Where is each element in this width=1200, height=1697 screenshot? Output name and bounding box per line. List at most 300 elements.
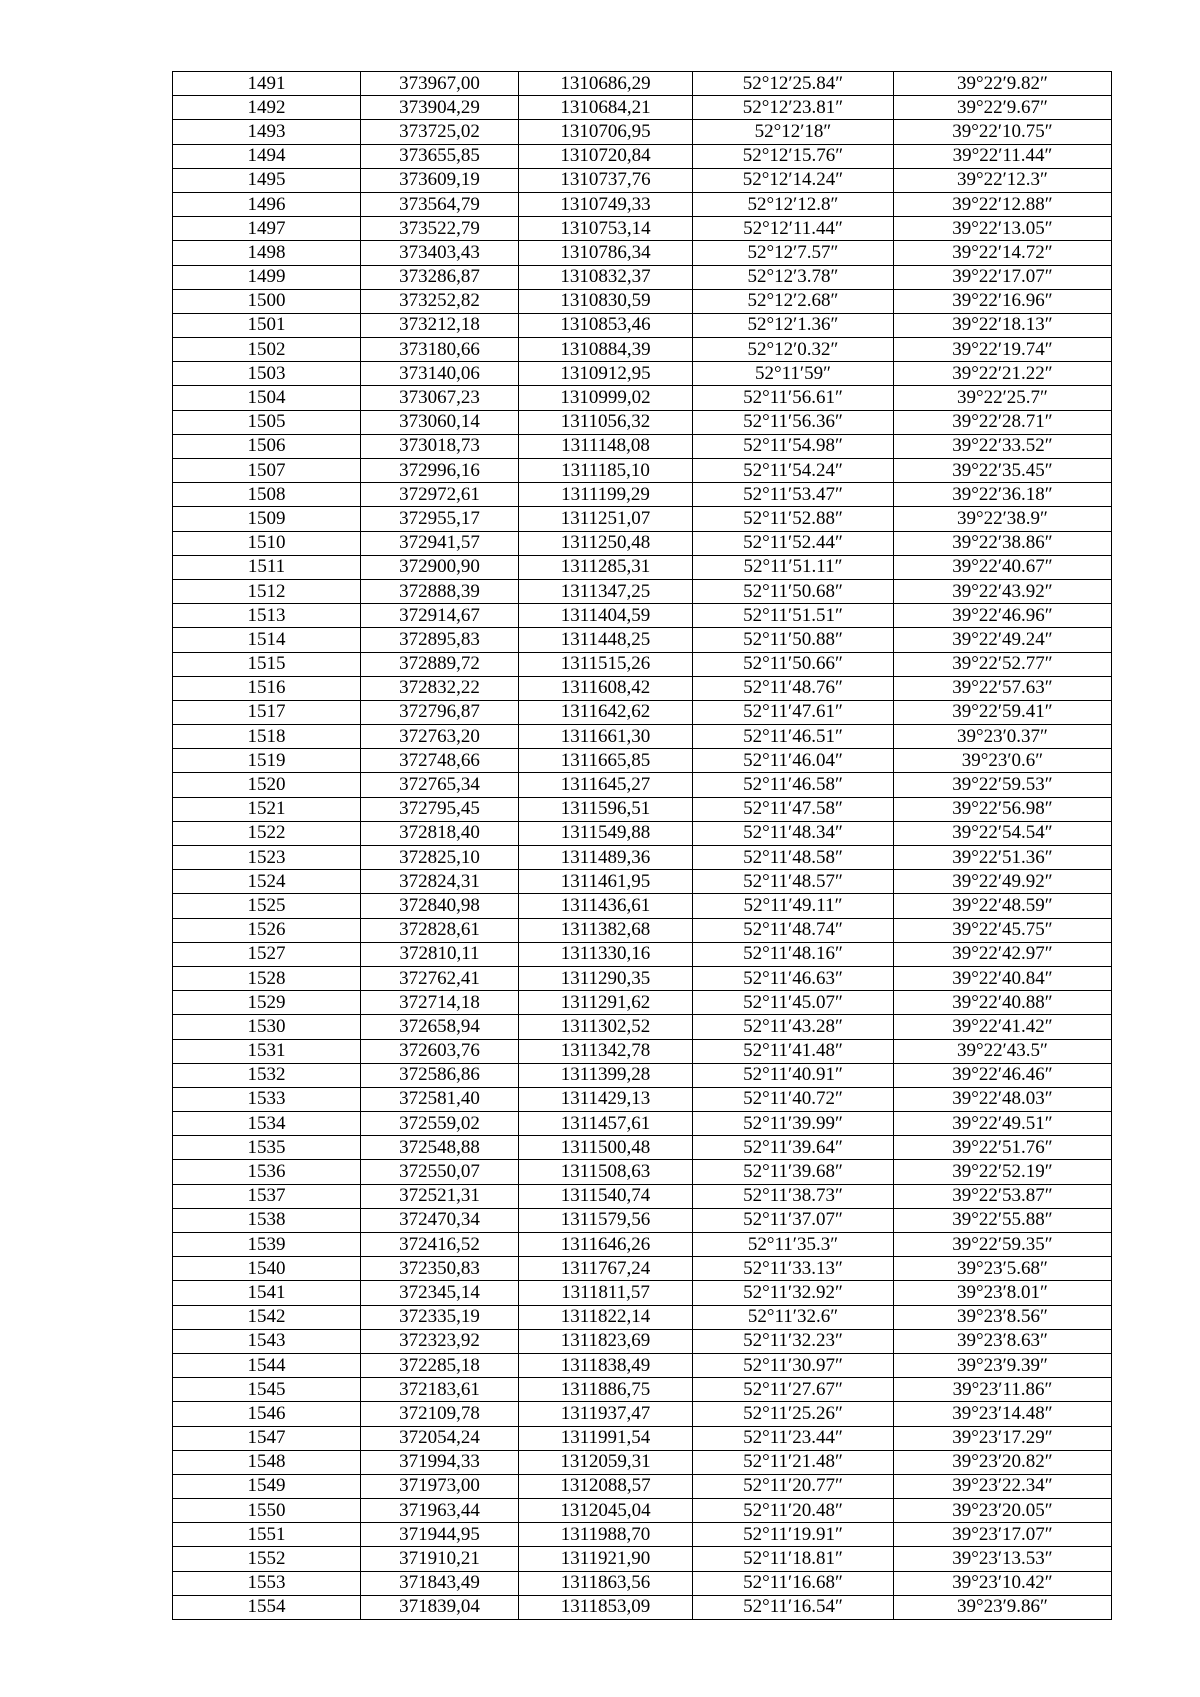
table-row xyxy=(173,1547,1112,1571)
y-coordinate-cell: 1311342,78 xyxy=(519,1039,693,1063)
latitude-cell: 52°11′32.6″ xyxy=(693,1305,894,1329)
table-row xyxy=(173,362,1112,386)
x-coordinate-cell: 371963,44 xyxy=(361,1499,519,1523)
y-coordinate-cell: 1311448,25 xyxy=(519,628,693,652)
table-row xyxy=(173,192,1112,216)
y-coordinate-cell: 1311429,13 xyxy=(519,1087,693,1111)
table-row xyxy=(173,676,1112,700)
latitude-cell: 52°11′27.67″ xyxy=(693,1378,894,1402)
point-number-cell: 1549 xyxy=(173,1474,361,1498)
x-coordinate-cell: 372955,17 xyxy=(361,507,519,531)
y-coordinate-cell: 1311382,68 xyxy=(519,918,693,942)
longitude-cell: 39°23′8.56″ xyxy=(894,1305,1112,1329)
x-coordinate-cell: 373180,66 xyxy=(361,338,519,362)
longitude-cell: 39°22′21.22″ xyxy=(894,362,1112,386)
point-number-cell: 1509 xyxy=(173,507,361,531)
table-row xyxy=(173,1233,1112,1257)
y-coordinate-cell: 1311646,26 xyxy=(519,1233,693,1257)
x-coordinate-cell: 372416,52 xyxy=(361,1233,519,1257)
latitude-cell: 52°11′50.88″ xyxy=(693,628,894,652)
point-number-cell: 1531 xyxy=(173,1039,361,1063)
table-row xyxy=(173,1426,1112,1450)
point-number-cell: 1503 xyxy=(173,362,361,386)
table-row xyxy=(173,725,1112,749)
longitude-cell: 39°22′59.35″ xyxy=(894,1233,1112,1257)
y-coordinate-cell: 1312045,04 xyxy=(519,1499,693,1523)
longitude-cell: 39°23′9.39″ xyxy=(894,1353,1112,1377)
latitude-cell: 52°11′48.58″ xyxy=(693,846,894,870)
latitude-cell: 52°11′16.68″ xyxy=(693,1571,894,1595)
table-row xyxy=(173,991,1112,1015)
latitude-cell: 52°11′46.51″ xyxy=(693,725,894,749)
y-coordinate-cell: 1311515,26 xyxy=(519,652,693,676)
y-coordinate-cell: 1310830,59 xyxy=(519,289,693,313)
point-number-cell: 1510 xyxy=(173,531,361,555)
latitude-cell: 52°11′37.07″ xyxy=(693,1208,894,1232)
latitude-cell: 52°12′11.44″ xyxy=(693,217,894,241)
x-coordinate-cell: 373140,06 xyxy=(361,362,519,386)
y-coordinate-cell: 1311863,56 xyxy=(519,1571,693,1595)
y-coordinate-cell: 1311056,32 xyxy=(519,410,693,434)
table-row xyxy=(173,1208,1112,1232)
point-number-cell: 1497 xyxy=(173,217,361,241)
y-coordinate-cell: 1310786,34 xyxy=(519,241,693,265)
latitude-cell: 52°11′23.44″ xyxy=(693,1426,894,1450)
latitude-cell: 52°11′48.34″ xyxy=(693,821,894,845)
longitude-cell: 39°22′33.52″ xyxy=(894,434,1112,458)
latitude-cell: 52°11′39.68″ xyxy=(693,1160,894,1184)
latitude-cell: 52°11′39.64″ xyxy=(693,1136,894,1160)
x-coordinate-cell: 372796,87 xyxy=(361,700,519,724)
x-coordinate-cell: 371944,95 xyxy=(361,1523,519,1547)
point-number-cell: 1525 xyxy=(173,894,361,918)
table-row xyxy=(173,1015,1112,1039)
longitude-cell: 39°22′42.97″ xyxy=(894,942,1112,966)
x-coordinate-cell: 372470,34 xyxy=(361,1208,519,1232)
latitude-cell: 52°12′25.84″ xyxy=(693,72,894,96)
point-number-cell: 1529 xyxy=(173,991,361,1015)
x-coordinate-cell: 372914,67 xyxy=(361,604,519,628)
y-coordinate-cell: 1310912,95 xyxy=(519,362,693,386)
point-number-cell: 1544 xyxy=(173,1353,361,1377)
table-row xyxy=(173,652,1112,676)
x-coordinate-cell: 372603,76 xyxy=(361,1039,519,1063)
longitude-cell: 39°23′11.86″ xyxy=(894,1378,1112,1402)
point-number-cell: 1496 xyxy=(173,192,361,216)
longitude-cell: 39°22′46.46″ xyxy=(894,1063,1112,1087)
latitude-cell: 52°11′16.54″ xyxy=(693,1595,894,1619)
longitude-cell: 39°22′11.44″ xyxy=(894,144,1112,168)
point-number-cell: 1543 xyxy=(173,1329,361,1353)
point-number-cell: 1500 xyxy=(173,289,361,313)
table-row xyxy=(173,483,1112,507)
x-coordinate-cell: 372824,31 xyxy=(361,870,519,894)
x-coordinate-cell: 372810,11 xyxy=(361,942,519,966)
table-row xyxy=(173,966,1112,990)
point-number-cell: 1499 xyxy=(173,265,361,289)
latitude-cell: 52°11′41.48″ xyxy=(693,1039,894,1063)
latitude-cell: 52°11′56.61″ xyxy=(693,386,894,410)
latitude-cell: 52°12′2.68″ xyxy=(693,289,894,313)
x-coordinate-cell: 372763,20 xyxy=(361,725,519,749)
x-coordinate-cell: 373564,79 xyxy=(361,192,519,216)
x-coordinate-cell: 371973,00 xyxy=(361,1474,519,1498)
y-coordinate-cell: 1310720,84 xyxy=(519,144,693,168)
table-row xyxy=(173,1184,1112,1208)
x-coordinate-cell: 373725,02 xyxy=(361,120,519,144)
table-row xyxy=(173,434,1112,458)
y-coordinate-cell: 1310749,33 xyxy=(519,192,693,216)
y-coordinate-cell: 1311436,61 xyxy=(519,894,693,918)
latitude-cell: 52°11′48.74″ xyxy=(693,918,894,942)
table-row xyxy=(173,555,1112,579)
longitude-cell: 39°22′17.07″ xyxy=(894,265,1112,289)
point-number-cell: 1493 xyxy=(173,120,361,144)
x-coordinate-cell: 371843,49 xyxy=(361,1571,519,1595)
y-coordinate-cell: 1311886,75 xyxy=(519,1378,693,1402)
table-row xyxy=(173,1257,1112,1281)
x-coordinate-cell: 372521,31 xyxy=(361,1184,519,1208)
x-coordinate-cell: 372888,39 xyxy=(361,579,519,603)
y-coordinate-cell: 1311838,49 xyxy=(519,1353,693,1377)
longitude-cell: 39°23′14.48″ xyxy=(894,1402,1112,1426)
y-coordinate-cell: 1310884,39 xyxy=(519,338,693,362)
point-number-cell: 1522 xyxy=(173,821,361,845)
longitude-cell: 39°22′12.3″ xyxy=(894,168,1112,192)
x-coordinate-cell: 372350,83 xyxy=(361,1257,519,1281)
x-coordinate-cell: 372054,24 xyxy=(361,1426,519,1450)
point-number-cell: 1512 xyxy=(173,579,361,603)
longitude-cell: 39°22′48.03″ xyxy=(894,1087,1112,1111)
x-coordinate-cell: 371994,33 xyxy=(361,1450,519,1474)
latitude-cell: 52°11′48.76″ xyxy=(693,676,894,700)
table-row xyxy=(173,1087,1112,1111)
x-coordinate-cell: 373212,18 xyxy=(361,313,519,337)
point-number-cell: 1553 xyxy=(173,1571,361,1595)
point-number-cell: 1501 xyxy=(173,313,361,337)
point-number-cell: 1545 xyxy=(173,1378,361,1402)
longitude-cell: 39°22′16.96″ xyxy=(894,289,1112,313)
point-number-cell: 1541 xyxy=(173,1281,361,1305)
y-coordinate-cell: 1311991,54 xyxy=(519,1426,693,1450)
y-coordinate-cell: 1312059,31 xyxy=(519,1450,693,1474)
longitude-cell: 39°22′9.82″ xyxy=(894,72,1112,96)
latitude-cell: 52°11′39.99″ xyxy=(693,1112,894,1136)
latitude-cell: 52°11′18.81″ xyxy=(693,1547,894,1571)
x-coordinate-cell: 372895,83 xyxy=(361,628,519,652)
latitude-cell: 52°11′52.88″ xyxy=(693,507,894,531)
x-coordinate-cell: 373904,29 xyxy=(361,96,519,120)
latitude-cell: 52°11′35.3″ xyxy=(693,1233,894,1257)
y-coordinate-cell: 1311822,14 xyxy=(519,1305,693,1329)
x-coordinate-cell: 372548,88 xyxy=(361,1136,519,1160)
latitude-cell: 52°11′51.11″ xyxy=(693,555,894,579)
table-row xyxy=(173,96,1112,120)
point-number-cell: 1511 xyxy=(173,555,361,579)
point-number-cell: 1523 xyxy=(173,846,361,870)
longitude-cell: 39°22′14.72″ xyxy=(894,241,1112,265)
longitude-cell: 39°23′20.05″ xyxy=(894,1499,1112,1523)
y-coordinate-cell: 1311302,52 xyxy=(519,1015,693,1039)
point-number-cell: 1514 xyxy=(173,628,361,652)
x-coordinate-cell: 372765,34 xyxy=(361,773,519,797)
longitude-cell: 39°22′54.54″ xyxy=(894,821,1112,845)
y-coordinate-cell: 1311645,27 xyxy=(519,773,693,797)
latitude-cell: 52°12′12.8″ xyxy=(693,192,894,216)
point-number-cell: 1535 xyxy=(173,1136,361,1160)
table-row xyxy=(173,217,1112,241)
point-number-cell: 1546 xyxy=(173,1402,361,1426)
longitude-cell: 39°22′59.41″ xyxy=(894,700,1112,724)
y-coordinate-cell: 1311290,35 xyxy=(519,966,693,990)
point-number-cell: 1502 xyxy=(173,338,361,362)
latitude-cell: 52°12′7.57″ xyxy=(693,241,894,265)
point-number-cell: 1539 xyxy=(173,1233,361,1257)
longitude-cell: 39°22′40.67″ xyxy=(894,555,1112,579)
latitude-cell: 52°11′46.58″ xyxy=(693,773,894,797)
latitude-cell: 52°12′1.36″ xyxy=(693,313,894,337)
latitude-cell: 52°11′50.68″ xyxy=(693,579,894,603)
y-coordinate-cell: 1311937,47 xyxy=(519,1402,693,1426)
latitude-cell: 52°11′20.48″ xyxy=(693,1499,894,1523)
latitude-cell: 52°11′38.73″ xyxy=(693,1184,894,1208)
latitude-cell: 52°11′47.61″ xyxy=(693,700,894,724)
point-number-cell: 1507 xyxy=(173,459,361,483)
longitude-cell: 39°22′56.98″ xyxy=(894,797,1112,821)
y-coordinate-cell: 1310832,37 xyxy=(519,265,693,289)
table-row xyxy=(173,168,1112,192)
table-row xyxy=(173,579,1112,603)
longitude-cell: 39°23′20.82″ xyxy=(894,1450,1112,1474)
longitude-cell: 39°22′57.63″ xyxy=(894,676,1112,700)
y-coordinate-cell: 1311457,61 xyxy=(519,1112,693,1136)
table-row xyxy=(173,386,1112,410)
latitude-cell: 52°12′15.76″ xyxy=(693,144,894,168)
point-number-cell: 1521 xyxy=(173,797,361,821)
y-coordinate-cell: 1312088,57 xyxy=(519,1474,693,1498)
table-row xyxy=(173,1039,1112,1063)
longitude-cell: 39°22′46.96″ xyxy=(894,604,1112,628)
point-number-cell: 1528 xyxy=(173,966,361,990)
latitude-cell: 52°12′3.78″ xyxy=(693,265,894,289)
longitude-cell: 39°22′28.71″ xyxy=(894,410,1112,434)
table-row xyxy=(173,1450,1112,1474)
table-row xyxy=(173,459,1112,483)
y-coordinate-cell: 1311285,31 xyxy=(519,555,693,579)
point-number-cell: 1491 xyxy=(173,72,361,96)
x-coordinate-cell: 373067,23 xyxy=(361,386,519,410)
y-coordinate-cell: 1311665,85 xyxy=(519,749,693,773)
x-coordinate-cell: 372832,22 xyxy=(361,676,519,700)
latitude-cell: 52°11′50.66″ xyxy=(693,652,894,676)
longitude-cell: 39°22′38.86″ xyxy=(894,531,1112,555)
point-number-cell: 1533 xyxy=(173,1087,361,1111)
table-row xyxy=(173,821,1112,845)
point-number-cell: 1530 xyxy=(173,1015,361,1039)
latitude-cell: 52°11′32.92″ xyxy=(693,1281,894,1305)
table-row xyxy=(173,1378,1112,1402)
table-row xyxy=(173,1353,1112,1377)
point-number-cell: 1492 xyxy=(173,96,361,120)
point-number-cell: 1504 xyxy=(173,386,361,410)
longitude-cell: 39°23′0.6″ xyxy=(894,749,1112,773)
longitude-cell: 39°22′48.59″ xyxy=(894,894,1112,918)
y-coordinate-cell: 1311823,69 xyxy=(519,1329,693,1353)
latitude-cell: 52°11′49.11″ xyxy=(693,894,894,918)
latitude-cell: 52°11′48.57″ xyxy=(693,870,894,894)
x-coordinate-cell: 373060,14 xyxy=(361,410,519,434)
latitude-cell: 52°11′43.28″ xyxy=(693,1015,894,1039)
table-row xyxy=(173,1160,1112,1184)
latitude-cell: 52°12′23.81″ xyxy=(693,96,894,120)
longitude-cell: 39°22′49.51″ xyxy=(894,1112,1112,1136)
table-row xyxy=(173,1571,1112,1595)
longitude-cell: 39°23′17.07″ xyxy=(894,1523,1112,1547)
longitude-cell: 39°22′55.88″ xyxy=(894,1208,1112,1232)
point-number-cell: 1518 xyxy=(173,725,361,749)
x-coordinate-cell: 372900,90 xyxy=(361,555,519,579)
x-coordinate-cell: 372285,18 xyxy=(361,1353,519,1377)
latitude-cell: 52°11′32.23″ xyxy=(693,1329,894,1353)
y-coordinate-cell: 1311347,25 xyxy=(519,579,693,603)
table-row xyxy=(173,1136,1112,1160)
x-coordinate-cell: 372748,66 xyxy=(361,749,519,773)
table-row xyxy=(173,1112,1112,1136)
longitude-cell: 39°22′40.84″ xyxy=(894,966,1112,990)
point-number-cell: 1495 xyxy=(173,168,361,192)
y-coordinate-cell: 1310753,14 xyxy=(519,217,693,241)
table-row xyxy=(173,120,1112,144)
y-coordinate-cell: 1311608,42 xyxy=(519,676,693,700)
y-coordinate-cell: 1311250,48 xyxy=(519,531,693,555)
latitude-cell: 52°12′0.32″ xyxy=(693,338,894,362)
longitude-cell: 39°23′10.42″ xyxy=(894,1571,1112,1595)
x-coordinate-cell: 373967,00 xyxy=(361,72,519,96)
longitude-cell: 39°22′40.88″ xyxy=(894,991,1112,1015)
latitude-cell: 52°11′21.48″ xyxy=(693,1450,894,1474)
y-coordinate-cell: 1311642,62 xyxy=(519,700,693,724)
y-coordinate-cell: 1310999,02 xyxy=(519,386,693,410)
table-row xyxy=(173,410,1112,434)
latitude-cell: 52°11′19.91″ xyxy=(693,1523,894,1547)
y-coordinate-cell: 1311661,30 xyxy=(519,725,693,749)
latitude-cell: 52°11′40.72″ xyxy=(693,1087,894,1111)
longitude-cell: 39°23′8.63″ xyxy=(894,1329,1112,1353)
point-number-cell: 1498 xyxy=(173,241,361,265)
point-number-cell: 1552 xyxy=(173,1547,361,1571)
point-number-cell: 1513 xyxy=(173,604,361,628)
latitude-cell: 52°11′52.44″ xyxy=(693,531,894,555)
y-coordinate-cell: 1311540,74 xyxy=(519,1184,693,1208)
x-coordinate-cell: 372941,57 xyxy=(361,531,519,555)
latitude-cell: 52°11′33.13″ xyxy=(693,1257,894,1281)
latitude-cell: 52°11′20.77″ xyxy=(693,1474,894,1498)
table-row xyxy=(173,144,1112,168)
x-coordinate-cell: 372972,61 xyxy=(361,483,519,507)
table-row xyxy=(173,846,1112,870)
point-number-cell: 1550 xyxy=(173,1499,361,1523)
point-number-cell: 1548 xyxy=(173,1450,361,1474)
point-number-cell: 1540 xyxy=(173,1257,361,1281)
y-coordinate-cell: 1311291,62 xyxy=(519,991,693,1015)
longitude-cell: 39°23′5.68″ xyxy=(894,1257,1112,1281)
point-number-cell: 1537 xyxy=(173,1184,361,1208)
point-number-cell: 1547 xyxy=(173,1426,361,1450)
x-coordinate-cell: 372345,14 xyxy=(361,1281,519,1305)
x-coordinate-cell: 372183,61 xyxy=(361,1378,519,1402)
y-coordinate-cell: 1311811,57 xyxy=(519,1281,693,1305)
y-coordinate-cell: 1311399,28 xyxy=(519,1063,693,1087)
table-row xyxy=(173,1329,1112,1353)
table-row xyxy=(173,773,1112,797)
longitude-cell: 39°22′9.67″ xyxy=(894,96,1112,120)
latitude-cell: 52°11′53.47″ xyxy=(693,483,894,507)
point-number-cell: 1536 xyxy=(173,1160,361,1184)
x-coordinate-cell: 372658,94 xyxy=(361,1015,519,1039)
table-row xyxy=(173,797,1112,821)
y-coordinate-cell: 1310684,21 xyxy=(519,96,693,120)
table-row xyxy=(173,1499,1112,1523)
point-number-cell: 1534 xyxy=(173,1112,361,1136)
table-row xyxy=(173,72,1112,96)
latitude-cell: 52°11′45.07″ xyxy=(693,991,894,1015)
coordinates-table-body xyxy=(173,72,1112,1620)
y-coordinate-cell: 1311921,90 xyxy=(519,1547,693,1571)
table-row xyxy=(173,241,1112,265)
table-row xyxy=(173,1402,1112,1426)
longitude-cell: 39°22′10.75″ xyxy=(894,120,1112,144)
latitude-cell: 52°11′54.24″ xyxy=(693,459,894,483)
point-number-cell: 1506 xyxy=(173,434,361,458)
x-coordinate-cell: 373286,87 xyxy=(361,265,519,289)
longitude-cell: 39°22′52.77″ xyxy=(894,652,1112,676)
point-number-cell: 1508 xyxy=(173,483,361,507)
latitude-cell: 52°11′56.36″ xyxy=(693,410,894,434)
longitude-cell: 39°23′9.86″ xyxy=(894,1595,1112,1619)
table-row xyxy=(173,531,1112,555)
longitude-cell: 39°22′13.05″ xyxy=(894,217,1112,241)
latitude-cell: 52°11′51.51″ xyxy=(693,604,894,628)
point-number-cell: 1515 xyxy=(173,652,361,676)
table-row xyxy=(173,1474,1112,1498)
x-coordinate-cell: 372825,10 xyxy=(361,846,519,870)
latitude-cell: 52°11′59″ xyxy=(693,362,894,386)
x-coordinate-cell: 372586,86 xyxy=(361,1063,519,1087)
y-coordinate-cell: 1311767,24 xyxy=(519,1257,693,1281)
latitude-cell: 52°12′18″ xyxy=(693,120,894,144)
x-coordinate-cell: 372840,98 xyxy=(361,894,519,918)
longitude-cell: 39°22′12.88″ xyxy=(894,192,1112,216)
y-coordinate-cell: 1311330,16 xyxy=(519,942,693,966)
y-coordinate-cell: 1311489,36 xyxy=(519,846,693,870)
latitude-cell: 52°11′54.98″ xyxy=(693,434,894,458)
longitude-cell: 39°22′59.53″ xyxy=(894,773,1112,797)
x-coordinate-cell: 373655,85 xyxy=(361,144,519,168)
table-row xyxy=(173,1063,1112,1087)
table-row xyxy=(173,628,1112,652)
x-coordinate-cell: 372818,40 xyxy=(361,821,519,845)
longitude-cell: 39°22′19.74″ xyxy=(894,338,1112,362)
table-row xyxy=(173,289,1112,313)
x-coordinate-cell: 373252,82 xyxy=(361,289,519,313)
longitude-cell: 39°22′36.18″ xyxy=(894,483,1112,507)
point-number-cell: 1505 xyxy=(173,410,361,434)
point-number-cell: 1516 xyxy=(173,676,361,700)
table-row xyxy=(173,749,1112,773)
point-number-cell: 1526 xyxy=(173,918,361,942)
y-coordinate-cell: 1311404,59 xyxy=(519,604,693,628)
x-coordinate-cell: 372828,61 xyxy=(361,918,519,942)
